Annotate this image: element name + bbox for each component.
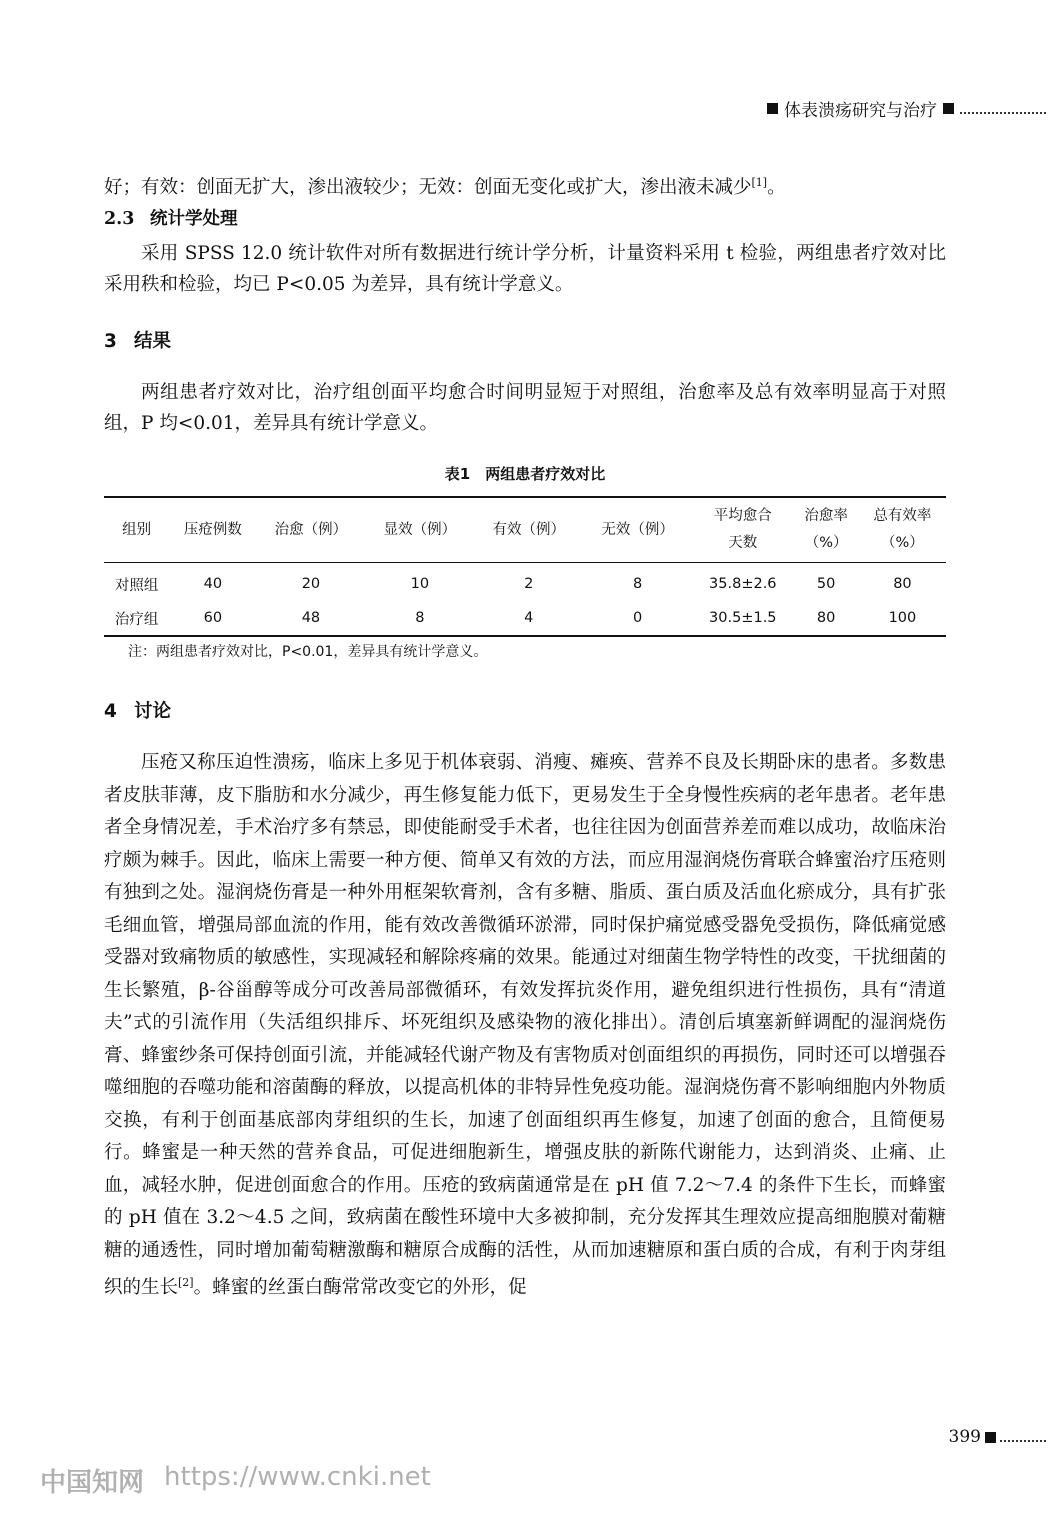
table-cell: 治疗组	[114, 611, 159, 628]
table-cell: 40	[203, 576, 223, 592]
table-row	[104, 601, 946, 636]
table-cell: 48	[301, 610, 321, 626]
col-header	[793, 497, 858, 563]
table-cell: 80	[893, 576, 912, 592]
section-title: 讨论	[134, 701, 172, 722]
header-dotted-leader	[960, 104, 1046, 114]
discussion-text: 压疮又称压迫性溃疡，临床上多见于机体衰弱、消瘦、瘫痪、营养不良及长期卧床的患者。多数患者皮肤菲薄，皮下脂肪和水分减少，再生修复能力低下，更易发生于全身慢性疾病的老年患者。老年患者全身情况差，手术治疗多有禁忌，即使能耐受手术者，也往往因为创面营养差而难以成功，故临床治疗颇为棘手。因此，临床上需要一种方便、简单又有效的方法，而应用湿润烧伤膏联合蜂蜜治疗压疮则有独到之处。湿润烧伤膏是一种外用框架软膏剂，含有多糖、脂质、蛋白质及活血化瘀成分，具有扩张毛细血管，增强局部血流的作用，能有效改善微循环淤滞，同时保护痛觉感受器免受损伤，降低痛觉感受器对致痛物质的敏感性，实现减轻和解除疼痛的效果。能通过对细菌生物学特性的改变，干扰细菌的生长繁殖，β-谷甾醇等成分可改善局部微循环，有效发挥抗炎作用，避免组织进行性损伤，具有“清道夫”式的引流作用（失活组织排斥、坏死组织及感染物的液化排出）。清创后填塞新鲜调配的湿润烧伤膏、蜂蜜纱条可保持创面引流，并能减轻代谢产物及有害物质对创面组织的再损伤，同时还可以增强吞噬细胞的吞噬功能和溶菌酶的释放，以提高机体的非特异性免疫功能。湿润烧伤膏不影响细胞内外物质交换，有利于创面基底部肉芽组织的生长，加速了创面组织再生修复，加速了创面的愈合，且简便易行。蜂蜜是一种天然的营养食品，可促进细胞新生，增强皮肤的新陈代谢能力，达到消炎、止痛、止血，减轻水肿，促进创面愈合的作用。压疮的致病菌通常是在 pH 值 7.2～7.4 的条件下生长，而蜂蜜的 pH 值在 3.2～4.5 之间，致病菌在酸性环境中大多被抑制，充分发挥其生理效应提高细胞膜对葡糖糖的通透性，同时增加葡萄糖激酶和糖原合成酶的活性，从而加速糖原和蛋白质的合成，有利于肉芽组织的生长	[104, 752, 946, 1299]
citation-1: [1]	[751, 176, 768, 189]
col-header: 压疮例数	[183, 521, 242, 538]
table-cell: 30.5±1.5	[709, 610, 777, 626]
col-header: 治愈（例）	[274, 521, 348, 538]
citation-2: [2]	[178, 1276, 194, 1289]
section-number: 3	[104, 331, 117, 352]
table-cell: 对照组	[114, 577, 159, 594]
col-header	[859, 497, 946, 563]
table-cell: 0	[633, 610, 643, 626]
footer-square	[985, 1432, 996, 1443]
watermark-url: https://www.cnki.net	[164, 1462, 431, 1492]
running-header	[767, 96, 1046, 121]
table-row	[104, 563, 946, 602]
table-cell: 50	[816, 576, 836, 592]
col-header-line: 治愈率	[804, 508, 848, 524]
discussion-paragraph	[104, 747, 946, 1305]
table-cell: 80	[816, 610, 836, 626]
col-header: 无效（例）	[601, 521, 674, 538]
section-title: 结果	[134, 331, 172, 352]
stats-paragraph: 采用 SPSS 12.0 统计软件对所有数据进行统计学分析，计量资料采用 t 检验，两组患者疗效对比采用秩和检验，均已 P<0.05 为差异，具有统计学意义。	[104, 243, 946, 295]
table-cell: 8	[415, 610, 425, 626]
col-header-line: （%）	[881, 535, 924, 551]
header-square-left	[767, 103, 778, 114]
table-note: 注：两组患者疗效对比，P<0.01，差异具有统计学意义。	[128, 644, 488, 660]
header-square-right	[943, 103, 954, 114]
col-header: 有效（例）	[492, 521, 565, 538]
cnki-watermark	[40, 1462, 431, 1499]
col-header-line: （%）	[804, 535, 848, 551]
page-number: 399	[948, 1427, 981, 1447]
col-header-line: 平均愈合	[713, 508, 772, 524]
table-header-row	[104, 497, 946, 563]
section-3-heading	[104, 327, 171, 353]
col-header-line: 天数	[728, 535, 758, 551]
section-2-3-heading	[104, 205, 238, 230]
col-header-line: 总有效率	[873, 508, 932, 524]
table-caption: 表1 两组患者疗效对比	[444, 465, 606, 483]
table-cell: 2	[524, 576, 534, 592]
table-cell: 100	[888, 610, 917, 626]
table-cell: 8	[633, 576, 643, 592]
table-cell: 20	[301, 576, 321, 592]
table-cell: 35.8±2.6	[709, 576, 777, 592]
table-cell: 10	[410, 576, 430, 592]
col-header	[692, 497, 793, 563]
results-paragraph: 两组患者疗效对比，治疗组创面平均愈合时间明显短于对照组，治愈率及总有效率明显高于对照组，P 均<0.01，差异具有统计学意义。	[104, 382, 946, 434]
footer-dotted-leader	[1000, 1432, 1046, 1442]
table-cell: 4	[524, 610, 534, 626]
intro-end: 。	[767, 177, 786, 199]
page-footer	[949, 1427, 1046, 1447]
section-4-heading	[104, 697, 171, 723]
col-header: 组别	[122, 521, 152, 538]
section-number: 4	[104, 701, 117, 722]
discussion-tail: 。蜂蜜的丝蛋白酶常常改变它的外形，促	[193, 1277, 527, 1299]
section-title: 统计学处理	[150, 209, 238, 229]
watermark-brand: 中国知网	[40, 1468, 145, 1498]
table-cell: 60	[203, 610, 223, 626]
intro-text: 好；有效：创面无扩大，渗出液较少；无效：创面无变化或扩大，渗出液未减少	[104, 177, 752, 199]
efficacy-table	[104, 496, 946, 637]
section-number: 2.3	[104, 209, 135, 229]
col-header: 显效（例）	[383, 521, 457, 538]
intro-paragraph	[104, 167, 946, 203]
running-title: 体表溃疡研究与治疗	[784, 101, 937, 121]
